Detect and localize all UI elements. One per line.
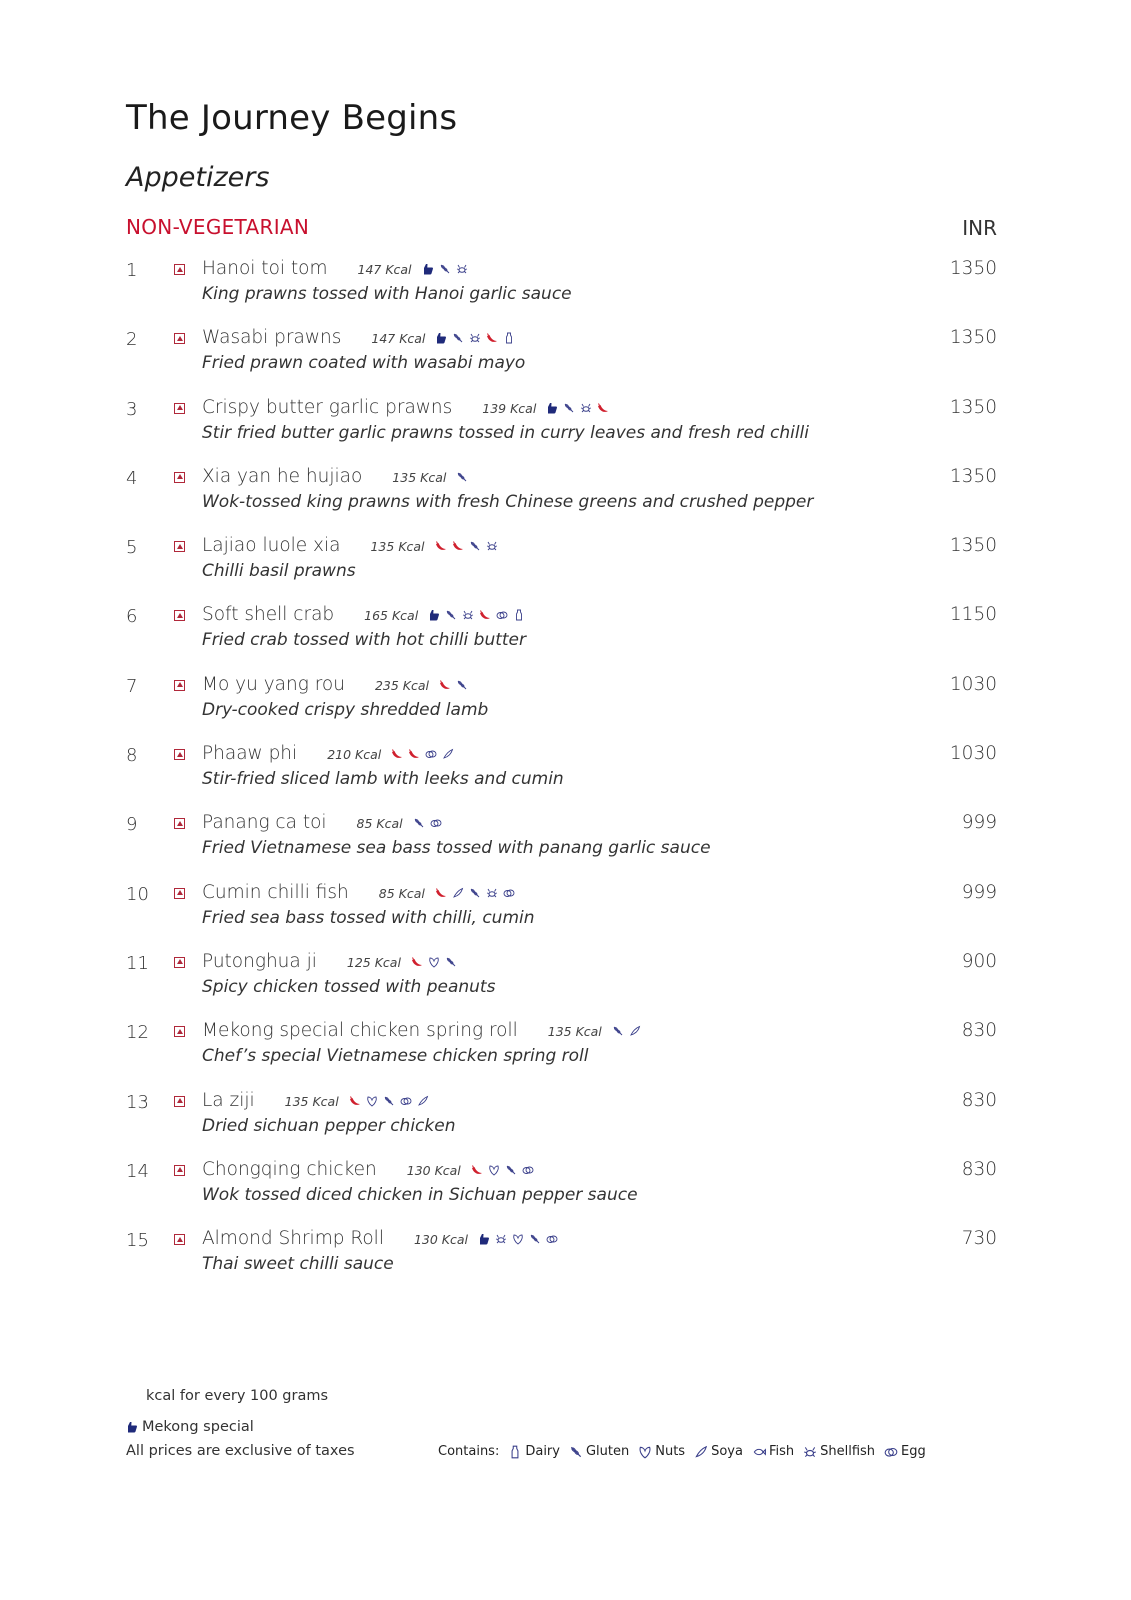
item-price: 830 (961, 1089, 997, 1111)
item-description: Dry-cooked crispy shredded lamb (202, 699, 489, 720)
item-heading (202, 812, 442, 833)
item-description: Chef’s special Vietnamese chicken spring roll (202, 1046, 589, 1067)
item-number: 7 (126, 675, 138, 697)
item-heading (202, 1020, 641, 1041)
item-name: Cumin chilli fish (202, 881, 349, 903)
menu-item (126, 606, 997, 675)
legend-entry (694, 1444, 743, 1459)
non-veg-icon (174, 818, 185, 829)
item-number: 8 (126, 745, 138, 767)
legend-label: Dairy (525, 1444, 560, 1459)
item-kcal: 135 Kcal (547, 1024, 602, 1040)
non-veg-icon (174, 610, 185, 621)
item-number: 5 (126, 537, 138, 559)
item-kcal: 165 Kcal (364, 608, 419, 624)
legend-entry (508, 1444, 560, 1459)
item-kcal: 235 Kcal (374, 677, 429, 693)
nuts-icon (428, 956, 440, 968)
item-price: 1350 (949, 327, 997, 349)
item-heading (202, 258, 468, 279)
nuts-icon (638, 1445, 652, 1459)
non-veg-icon (174, 680, 185, 691)
allergen-legend (438, 1444, 926, 1459)
menu-item (126, 329, 997, 398)
non-veg-icon (174, 333, 185, 344)
shellfish-icon (486, 540, 498, 552)
gluten-icon (452, 332, 464, 344)
item-name: Almond Shrimp Roll (202, 1228, 384, 1250)
soya-icon (629, 1025, 641, 1037)
gluten-icon (445, 609, 457, 621)
chilli-icon (486, 332, 498, 344)
item-price: 999 (961, 812, 997, 834)
contains-label: Contains: (438, 1444, 500, 1459)
shellfish-icon (495, 1233, 507, 1245)
soya-icon (694, 1445, 708, 1459)
special-note (126, 1419, 254, 1435)
legend-entry (752, 1444, 794, 1459)
item-description: Dried sichuan pepper chicken (202, 1115, 456, 1136)
item-kcal: 135 Kcal (392, 469, 447, 485)
legend-entry (884, 1444, 926, 1459)
gluten-icon (445, 956, 457, 968)
shellfish-icon (580, 402, 592, 414)
item-description: Fried sea bass tossed with chilli, cumin (202, 907, 535, 928)
item-name: La ziji (202, 1089, 255, 1111)
item-kcal: 210 Kcal (327, 747, 382, 763)
item-heading (202, 882, 515, 903)
mekong-special-icon (422, 263, 434, 275)
item-description: Wok tossed diced chicken in Sichuan pepper sauce (202, 1184, 638, 1205)
chilli-icon (439, 679, 451, 691)
item-icons (391, 748, 454, 760)
legend-label: Shellfish (820, 1444, 876, 1459)
non-veg-icon (174, 403, 185, 414)
menu-item (126, 396, 997, 468)
item-icons (439, 679, 468, 691)
mekong-special-icon (546, 402, 558, 414)
item-description: Stir-fried sliced lamb with leeks and cumin (202, 769, 564, 790)
egg-icon (546, 1233, 558, 1245)
item-heading (202, 397, 609, 418)
item-price: 730 (961, 1228, 997, 1250)
mekong-special-icon (435, 332, 447, 344)
item-name: Putonghua ji (202, 950, 317, 972)
item-kcal: 125 Kcal (346, 954, 401, 970)
legend-entry (803, 1444, 875, 1459)
item-kcal: 147 Kcal (371, 331, 426, 347)
item-kcal: 135 Kcal (284, 1093, 339, 1109)
item-number: 13 (126, 1091, 149, 1113)
item-price: 1350 (949, 465, 997, 487)
soya-icon (442, 748, 454, 760)
mekong-special-icon (428, 609, 440, 621)
mekong-special-icon (126, 1421, 138, 1433)
non-veg-icon (174, 749, 185, 760)
menu-item (126, 673, 997, 745)
gluten-icon (439, 263, 451, 275)
gluten-icon (456, 679, 468, 691)
item-icons (435, 887, 515, 899)
item-heading (202, 674, 468, 695)
item-kcal: 85 Kcal (378, 885, 425, 901)
item-number: 12 (126, 1022, 149, 1044)
gluten-icon (383, 1095, 395, 1107)
item-kcal: 147 Kcal (357, 262, 412, 277)
chilli-icon (479, 609, 491, 621)
legend-label: Soya (711, 1444, 743, 1459)
shellfish-icon (469, 332, 481, 344)
item-icons (435, 332, 515, 344)
menu-item (126, 950, 997, 1022)
item-description: Fried Vietnamese sea bass tossed with panang garlic sauce (202, 838, 711, 859)
item-heading (202, 604, 525, 625)
kcal-note: kcal for every 100 grams (146, 1388, 329, 1404)
item-number: 9 (126, 814, 138, 836)
item-number: 3 (126, 398, 138, 420)
item-kcal: 130 Kcal (413, 1232, 469, 1248)
item-heading (202, 743, 454, 764)
item-heading (202, 951, 457, 972)
currency-label: INR (962, 216, 997, 240)
gluten-icon (529, 1233, 541, 1245)
item-price: 1350 (949, 535, 997, 557)
non-veg-icon (174, 888, 185, 899)
egg-icon (425, 748, 437, 760)
item-icons (456, 471, 468, 483)
item-heading (202, 466, 468, 487)
item-kcal: 85 Kcal (356, 816, 403, 832)
egg-icon (430, 817, 442, 829)
chilli-icon (391, 748, 403, 760)
page-title: The Journey Begins (126, 98, 458, 138)
item-icons (413, 817, 442, 829)
fish-icon (752, 1445, 766, 1459)
menu-item (126, 537, 997, 606)
legend-label: Nuts (655, 1444, 686, 1459)
item-name: Phaaw phi (202, 743, 298, 765)
non-veg-icon (174, 541, 185, 552)
soya-icon (452, 887, 464, 899)
item-icons (428, 609, 525, 621)
item-name: Chongqing chicken (202, 1158, 377, 1180)
item-icons (411, 956, 457, 968)
item-number: 10 (126, 883, 149, 905)
item-icons (612, 1025, 641, 1037)
item-icons (349, 1095, 429, 1107)
item-price: 830 (961, 1158, 997, 1180)
item-heading (202, 1228, 558, 1249)
egg-icon (884, 1445, 898, 1459)
non-veg-icon (174, 264, 185, 275)
item-description: Chilli basil prawns (202, 561, 356, 582)
item-heading (202, 1090, 429, 1111)
item-number: 11 (126, 952, 149, 974)
non-veg-icon (174, 1026, 185, 1037)
item-number: 2 (126, 329, 138, 351)
item-icons (435, 540, 498, 552)
egg-icon (503, 887, 515, 899)
menu-item (126, 745, 997, 814)
item-icons (478, 1233, 558, 1245)
gluten-icon (469, 887, 481, 899)
item-name: Soft shell crab (202, 604, 335, 626)
special-note-label: Mekong special (142, 1419, 254, 1435)
shellfish-icon (456, 263, 468, 275)
legend-entry (638, 1444, 685, 1459)
legend-label: Fish (768, 1444, 795, 1459)
non-veg-icon (174, 1165, 185, 1176)
chilli-icon (452, 540, 464, 552)
legend-entry (569, 1444, 629, 1459)
legend-label: Egg (901, 1444, 926, 1459)
item-description: King prawns tossed with Hanoi garlic sauce (202, 284, 572, 304)
item-description: Spicy chicken tossed with peanuts (202, 976, 496, 997)
item-price: 1150 (949, 604, 997, 626)
item-number: 15 (126, 1230, 149, 1252)
egg-icon (496, 609, 508, 621)
menu-item (126, 465, 997, 537)
shellfish-icon (462, 609, 474, 621)
item-kcal: 139 Kcal (482, 400, 537, 416)
gluten-icon (413, 817, 425, 829)
item-heading (202, 1159, 534, 1180)
item-description: Wok-tossed king prawns with fresh Chinese greens and crushed pepper (202, 491, 814, 512)
menu-item (126, 881, 997, 953)
gluten-icon (563, 402, 575, 414)
item-number: 6 (126, 606, 138, 628)
non-veg-icon (174, 1234, 185, 1245)
item-name: Hanoi toi tom (202, 258, 328, 279)
item-name: Crispy butter garlic prawns (202, 396, 453, 418)
menu-item (126, 1158, 997, 1230)
item-icons (471, 1164, 534, 1176)
item-price: 1350 (949, 258, 997, 279)
item-name: Mekong special chicken spring roll (202, 1020, 518, 1042)
shellfish-icon (803, 1445, 817, 1459)
chilli-icon (471, 1164, 483, 1176)
tax-note: All prices are exclusive of taxes (126, 1443, 355, 1459)
gluten-icon (469, 540, 481, 552)
chilli-icon (435, 540, 447, 552)
menu-item (126, 814, 997, 883)
item-name: Xia yan he hujiao (202, 465, 363, 487)
item-price: 1030 (949, 743, 997, 765)
item-number: 4 (126, 467, 138, 489)
item-name: Wasabi prawns (202, 327, 342, 349)
soya-icon (417, 1095, 429, 1107)
non-veg-icon (174, 472, 185, 483)
menu-item (126, 1089, 997, 1161)
chilli-icon (408, 748, 420, 760)
nuts-icon (512, 1233, 524, 1245)
item-description: Thai sweet chilli sauce (202, 1254, 394, 1275)
egg-icon (400, 1095, 412, 1107)
item-description: Fried prawn coated with wasabi mayo (202, 353, 526, 374)
item-name: Lajiao luole xia (202, 535, 341, 557)
item-kcal: 130 Kcal (406, 1162, 461, 1178)
item-number: 14 (126, 1160, 149, 1182)
egg-icon (522, 1164, 534, 1176)
menu-item (126, 1022, 997, 1091)
mekong-special-icon (478, 1233, 490, 1245)
item-description: Stir fried butter garlic prawns tossed in curry leaves and fresh red chilli (202, 422, 809, 443)
dairy-icon (503, 332, 515, 344)
gluten-icon (505, 1164, 517, 1176)
legend-label: Gluten (585, 1444, 630, 1459)
item-number: 1 (126, 260, 138, 281)
section-title: Appetizers (126, 162, 270, 193)
item-kcal: 135 Kcal (370, 539, 425, 555)
item-icons (422, 263, 468, 275)
item-name: Panang ca toi (202, 812, 327, 834)
shellfish-icon (486, 887, 498, 899)
gluten-icon (456, 471, 468, 483)
menu-list (126, 260, 997, 1299)
item-price: 999 (961, 881, 997, 903)
chilli-icon (435, 887, 447, 899)
non-veg-icon (174, 957, 185, 968)
gluten-icon (612, 1025, 624, 1037)
nuts-icon (488, 1164, 500, 1176)
item-price: 830 (961, 1020, 997, 1042)
dairy-icon (508, 1445, 522, 1459)
item-price: 1030 (949, 673, 997, 695)
chilli-icon (349, 1095, 361, 1107)
non-veg-icon (174, 1096, 185, 1107)
nuts-icon (366, 1095, 378, 1107)
chilli-icon (597, 402, 609, 414)
item-name: Mo yu yang rou (202, 673, 345, 695)
category-heading: NON-VEGETARIAN (126, 215, 310, 239)
menu-item (126, 1230, 997, 1299)
menu-item (126, 260, 997, 329)
item-heading (202, 535, 498, 556)
dairy-icon (513, 609, 525, 621)
item-description: Fried crab tossed with hot chilli butter (202, 630, 527, 651)
gluten-icon (569, 1445, 583, 1459)
item-icons (546, 402, 609, 414)
chilli-icon (411, 956, 423, 968)
item-price: 1350 (949, 396, 997, 418)
item-price: 900 (961, 950, 997, 972)
item-heading (202, 327, 515, 348)
